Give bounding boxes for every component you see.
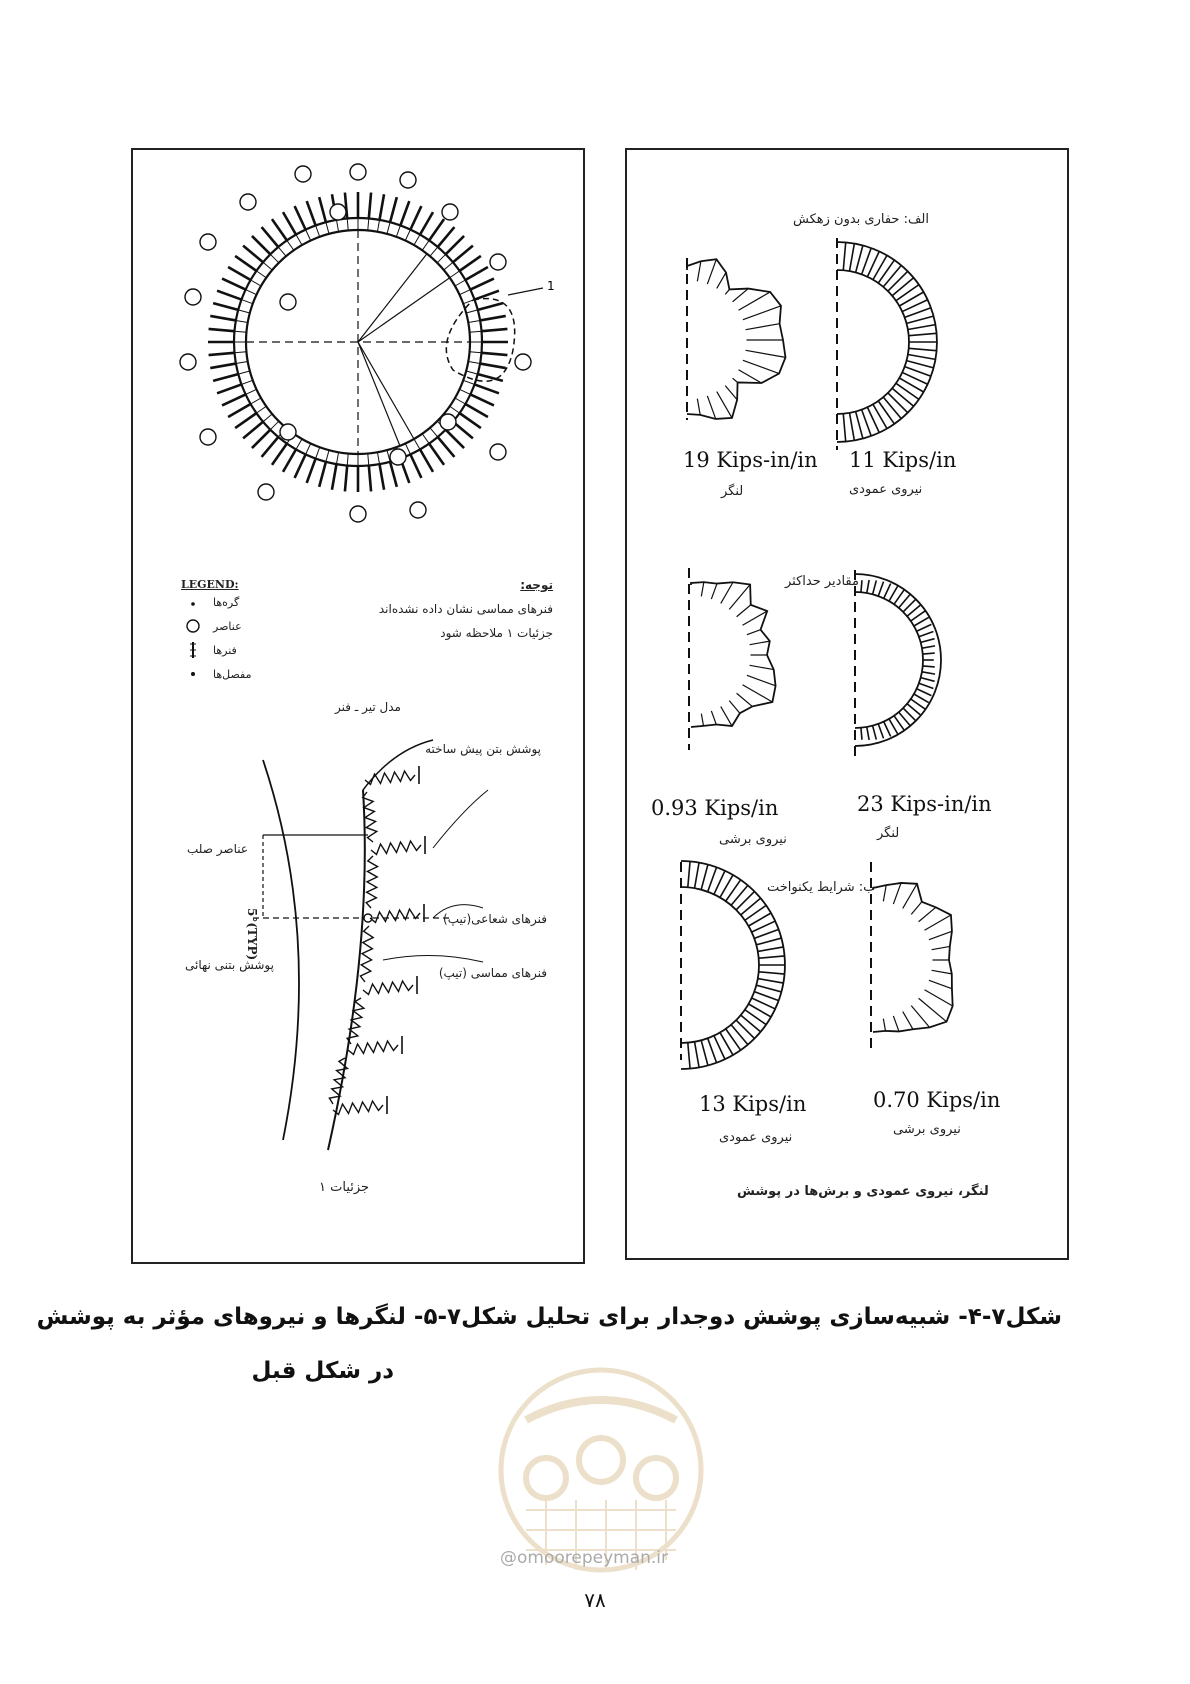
label-precast-lining: پوشش بتن پیش ساخته (425, 742, 541, 756)
watermark-url: @omoorepeyman.ir (500, 1548, 669, 1568)
section-a-title: الف: حفاری بدون زهکش (793, 212, 929, 227)
legend-title: LEGEND: (181, 578, 239, 591)
legend-symbols (183, 592, 243, 692)
beam-spring-model-figure (131, 148, 585, 1264)
note-line-2: جزئیات ۱ ملاحظه شود (440, 626, 553, 640)
a1-value: 19 Kips-in/in (683, 448, 818, 472)
moments-forces-figure (625, 148, 1069, 1260)
b1-label: نیروی عمودی (719, 1130, 793, 1145)
b2-value: 0.70 Kips/in (873, 1088, 1001, 1112)
label-tangential-springs: فنرهای مماسی (تیپ) (438, 966, 547, 980)
a2-label: نیروی عمودی (849, 482, 923, 497)
figure-caption: شکل۷-۴- شبیه‌سازی پوشش دوجدار برای تحلیل شکل۷-۵- لنگرها و نیروهای مؤثر به پوشش (36, 1304, 1062, 1330)
m1-label: نیروی برشی (719, 832, 787, 847)
svg-text:1: 1 (547, 279, 555, 293)
b2-label: نیروی برشی (893, 1122, 961, 1137)
m1-value: 0.93 Kips/in (651, 796, 779, 820)
ring-diagram (133, 150, 583, 570)
max-values-title: مقادیر حداکثر (785, 574, 859, 589)
m2-value: 23 Kips-in/in (857, 792, 992, 816)
legend-item-hinges: مفصل‌ها (213, 668, 252, 681)
figure-footer: لنگر، نیروی عمودی و برش‌ها در پوشش (737, 1184, 989, 1199)
a2-value: 11 Kips/in (849, 448, 957, 472)
section-b-title: ب: شرایط یکنواخت (767, 880, 876, 895)
b1-value: 13 Kips/in (699, 1092, 807, 1116)
m2-label: لنگر (877, 826, 900, 841)
figure-caption-line-2: در شکل قبل (251, 1358, 394, 1384)
label-rigid-elements: عناصر صلب (187, 842, 249, 856)
label-final-lining: پوشش بتنی نهائی (185, 958, 274, 972)
model-label: مدل تیر ـ فنر (335, 700, 401, 714)
label-typ-angle: 5°(TYP) (245, 908, 259, 961)
lining-force-diagrams (627, 150, 1067, 1258)
page-number: ۷۸ (584, 1588, 606, 1612)
legend-item-elements: عناصر (213, 620, 242, 633)
label-radial-springs: فنرهای شعاعی(تیپ) (443, 912, 547, 926)
note-line-1: فنرهای مماسی نشان داده نشده‌اند (378, 602, 553, 616)
legend-item-springs: فنرها (213, 644, 237, 657)
a1-label: لنگر (721, 484, 744, 499)
note-title: توجه: (520, 578, 553, 592)
legend-item-nodes: گره‌ها (213, 596, 240, 609)
detail-title: جزئیات ۱ (319, 1180, 370, 1195)
